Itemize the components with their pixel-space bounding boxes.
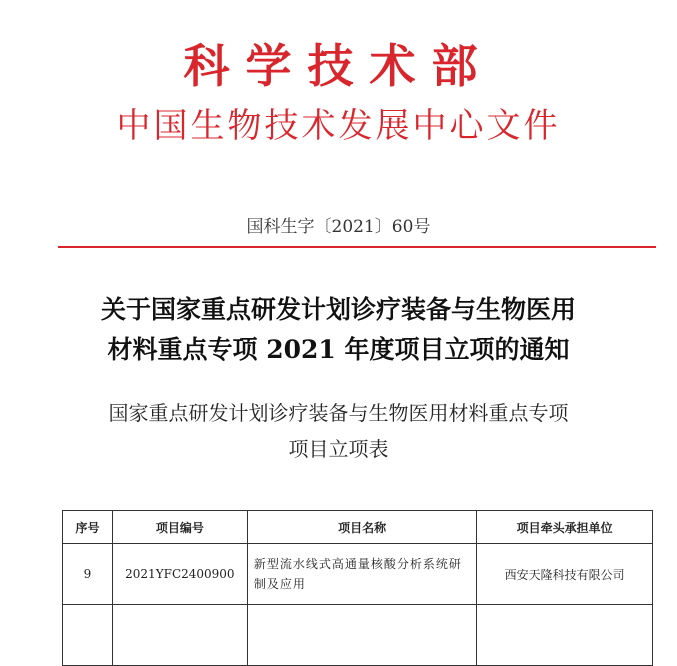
header-project-number: 项目编号: [112, 511, 247, 544]
cell-serial: 9: [63, 544, 113, 605]
document-number: 国科生字〔2021〕60号: [246, 217, 431, 237]
header-serial: 序号: [63, 511, 113, 544]
notice-title-line-2: 材料重点专项 2021 年度项目立项的通知: [107, 335, 570, 364]
table-row-partial: [63, 605, 653, 666]
table-row: [63, 544, 653, 605]
red-divider: [58, 246, 656, 248]
cell-lead-unit: 西安天隆科技有限公司: [477, 544, 653, 605]
header-project-name: 项目名称: [247, 511, 477, 544]
header-lead-unit: 项目牵头承担单位: [477, 511, 653, 544]
cell-project-number: 2021YFC2400900: [112, 544, 247, 605]
table-caption: [0, 395, 677, 467]
notice-title: [0, 290, 677, 370]
issuer-center: 中国生物技术发展中心文件: [116, 106, 561, 146]
issuer-ministry: 科学技术部: [183, 39, 494, 93]
notice-title-line-1: 关于国家重点研发计划诊疗装备与生物医用: [100, 295, 576, 324]
table-caption-line-1: 国家重点研发计划诊疗装备与生物医用材料重点专项: [108, 401, 569, 425]
table-header-row: [63, 511, 653, 544]
cell-project-name: 新型流水线式高通量核酸分析系统研制及应用: [247, 544, 477, 605]
table-caption-line-2: 项目立项表: [288, 437, 389, 461]
project-table: [62, 510, 653, 666]
